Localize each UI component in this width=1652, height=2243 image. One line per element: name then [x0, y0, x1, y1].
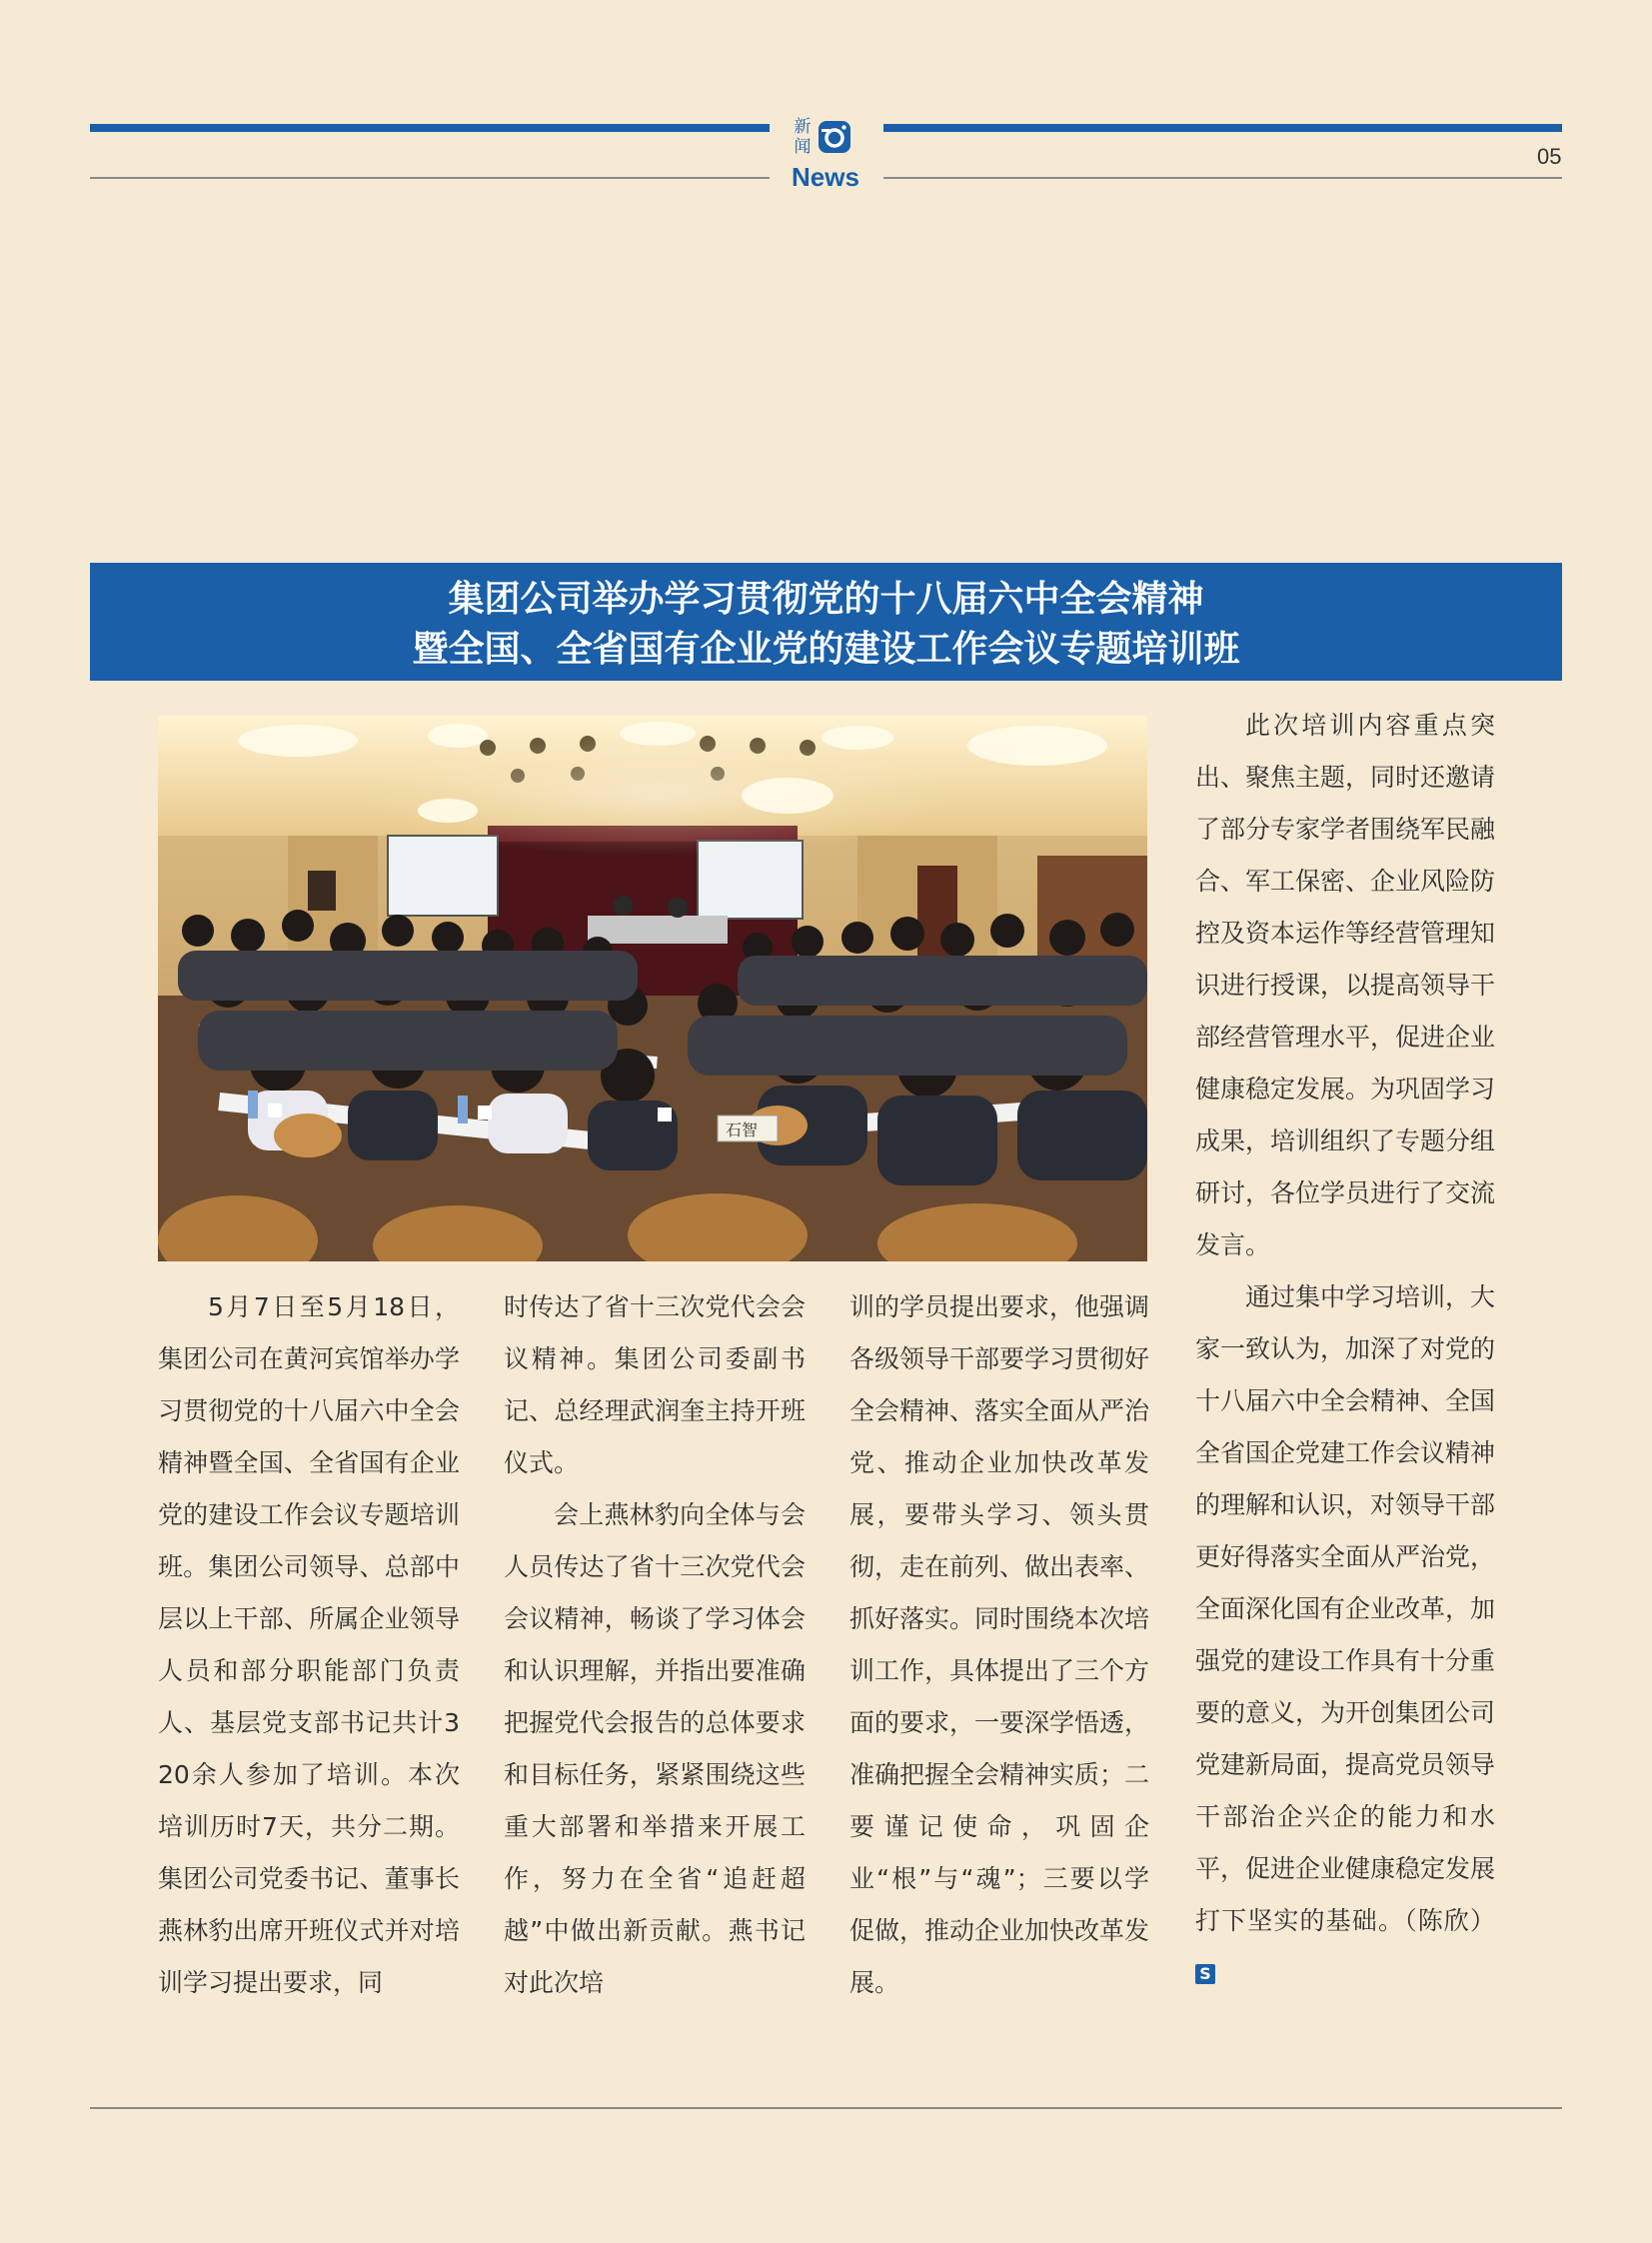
article-paragraph: 会上燕林豹向全体与会人员传达了省十三次党代会会议精神，畅谈了学习体会和认识理解，并指出要准确把握党代会报告的总体要求和目标任务，紧紧围绕这些重大部署和举措来开展工作，努力在全省“追赶超越”中做出新贡献。燕书记对此次培 [504, 1500, 806, 1997]
news-label-cn-2: 闻 [794, 137, 812, 157]
conference-photo [158, 716, 1147, 1261]
end-of-article-mark: S [1195, 1964, 1215, 1984]
article-title-line-2: 暨全国、全省国有企业党的建设工作会议专题培训班 [412, 629, 1240, 670]
news-label-cn-1: 新 [794, 117, 812, 137]
footer-rule [90, 2107, 1562, 2109]
article-column-4 [1195, 700, 1495, 1999]
page-number: 05 [1537, 144, 1562, 169]
article-paragraph: 训的学员提出要求，他强调各级领导干部要学习贯彻好全会精神、落实全面从严治党、推动企业加快改革发展，要带头学习、领头贯彻，走在前列、做出表率、抓好落实。同时围绕本次培训工作，具体提出了三个方面的要求，一要深学悟透，准确把握全会精神实质；二要谨记使命，巩固企业“根”与“魂”；三要以学促做，推动企业加快改革发展。 [849, 1292, 1150, 1997]
article-column-1 [158, 1281, 460, 2009]
header-rule-right-thick [883, 124, 1562, 132]
header-rule-left-thin [90, 177, 770, 179]
header-rule-right-thin [883, 177, 1562, 179]
article-paragraph: 时传达了省十三次党代会会议精神。集团公司委副书记、总经理武润奎主持开班仪式。 [504, 1292, 806, 1477]
news-label-en: News [792, 162, 859, 192]
article-title-banner [90, 563, 1562, 681]
article-paragraph: 通过集中学习培训，大家一致认为，加深了对党的十八届六中全会精神、全国全省国企党建工作会议精神的理解和认识，对领导干部更好得落实全面从严治党，全面深化国有企业改革，加强党的建设工作具有十分重要的意义，为开创集团公司党建新局面，提高党员领导干部治企兴企的能力和水平，促进企业健康稳定发展打下坚实的基础。（陈欣） [1195, 1282, 1496, 1935]
article-paragraph: 此次培训内容重点突出、聚焦主题，同时还邀请了部分专家学者围绕军民融合、军工保密、企业风险防控及资本运作等经营管理知识进行授课，以提高领导干部经营管理水平，促进企业健康稳定发展。为巩固学习成果，培训组织了专题分组研讨，各位学员进行了交流发言。 [1195, 711, 1496, 1259]
article-column-3 [849, 1281, 1149, 2009]
header-rule-left-thick [90, 124, 770, 132]
conference-hall-illustration [158, 716, 1147, 1261]
article-column-2 [504, 1281, 806, 2009]
article-paragraph: 5月7日至5月18日，集团公司在黄河宾馆举办学习贯彻党的十八届六中全会精神暨全国、全省国有企业党的建设工作会议专题培训班。集团公司领导、总部中层以上干部、所属企业领导人员和部分职能部门负责人、基层党支部书记共计320余人参加了培训。本次培训历时7天，共分二期。集团公司党委书记、董事长燕林豹出席开班仪式并对培训学习提出要求，同 [158, 1292, 460, 1997]
table-name-card: 石智 [726, 1121, 759, 1139]
camera-icon [818, 120, 851, 154]
article-title-line-1: 集团公司举办学习贯彻党的十八届六中全会精神 [448, 579, 1204, 620]
